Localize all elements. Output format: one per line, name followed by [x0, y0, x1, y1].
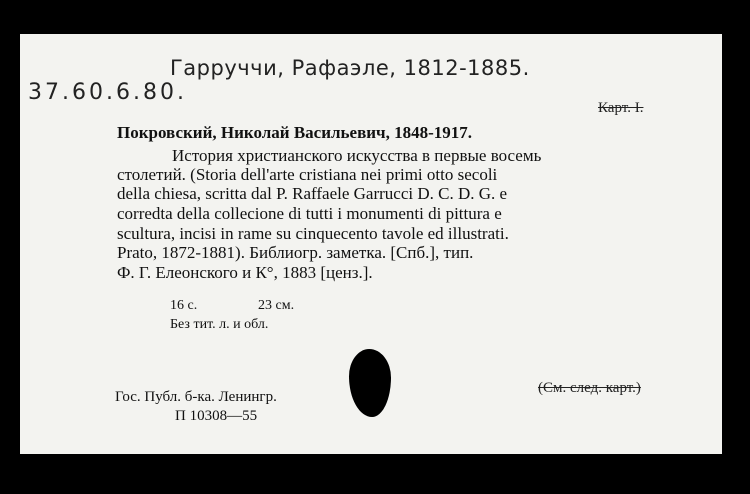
catalog-card: [20, 34, 722, 454]
page-count: 16 с.: [170, 298, 198, 313]
handwritten-call-number: 37.60.6.80.: [28, 80, 187, 105]
handwritten-name: Гарруччи, Рафаэле, 1812-1885.: [170, 56, 530, 80]
see-next-card: (См. след. карт.): [538, 380, 641, 396]
binding-note: Без тит. л. и обл.: [170, 317, 269, 332]
author-heading: Покровский, Николай Васильевич, 1848-1917.: [117, 123, 473, 142]
library-name: Гос. Публ. б-ка. Ленингр.: [115, 389, 277, 405]
punch-hole: [349, 349, 391, 417]
description-line: столетий. (Storia dell'arte cristiana nei primi otto secoli: [117, 165, 498, 184]
description-line: Prato, 1872-1881). Библиогр. заметка. [Спб.], тип.: [117, 243, 474, 262]
description-line: scultura, incisi in rame su cinquecento tavole ed illustrati.: [117, 224, 509, 243]
description-line: della chiesa, scritta dal P. Raffaele Garrucci D. C. D. G. e: [117, 184, 508, 203]
inventory-number: П 10308—55: [175, 408, 258, 424]
description-line: История христианского искусства в первые восемь: [172, 146, 542, 165]
dimensions: 23 см.: [258, 298, 295, 313]
description-line: corredta della collecione di tutti i monumenti di pittura e: [117, 204, 502, 223]
card-number: Карт. I.: [598, 100, 644, 116]
description-line: Ф. Г. Елеонского и К°, 1883 [ценз.].: [117, 263, 373, 282]
